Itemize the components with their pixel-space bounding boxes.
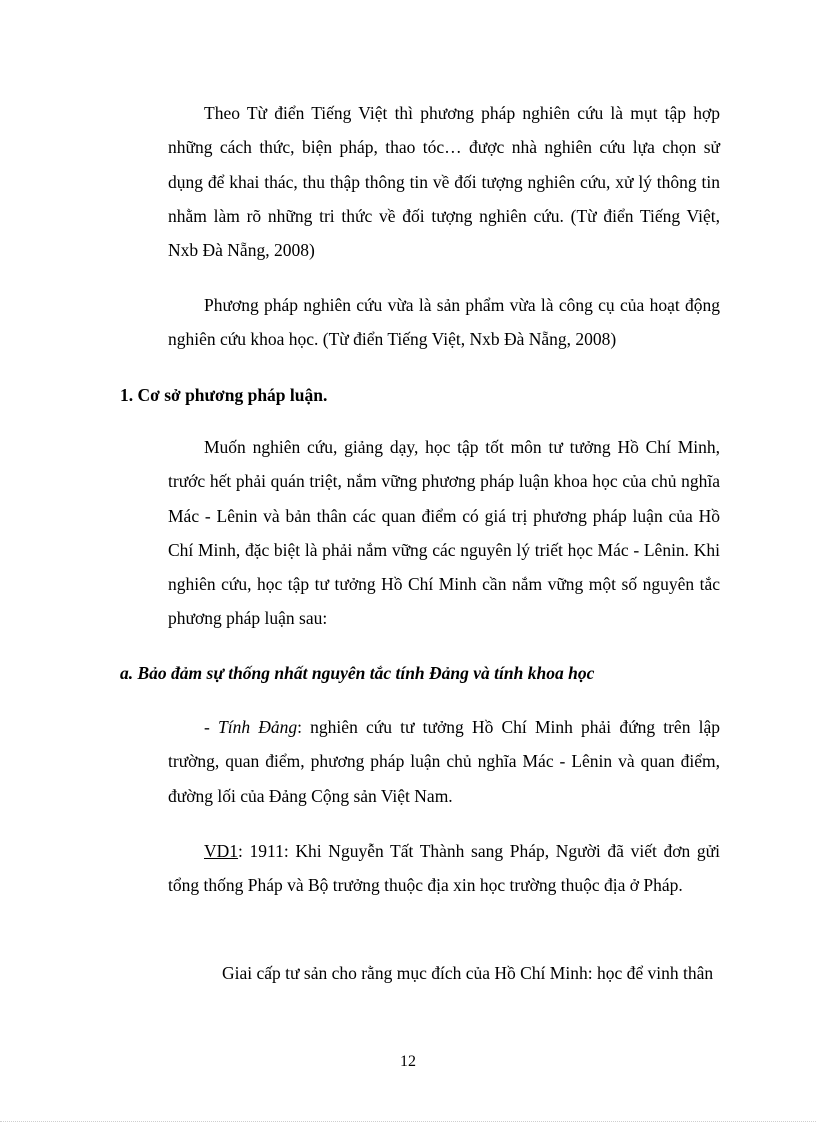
paragraph-bourgeois-view xyxy=(168,956,720,990)
paragraph-party-principle xyxy=(168,710,720,813)
paragraph-methodology: Muốn nghiên cứu, giảng dạy, học tập tốt môn tư tưởng Hồ Chí Minh, trước hết phải quán triệt, nắm vững phương pháp luận khoa học của chủ nghĩa Mác - Lênin và bản thân các quan điểm có giá trị phương pháp luận của Hồ Chí Minh, đặc biệt là phải nắm vững các nguyên lý triết học Mác - Lênin. Khi nghiên cứu, học tập tư tưởng Hồ Chí Minh cần nắm vững một số nguyên tắc phương pháp luận sau: xyxy=(168,437,720,629)
example-label: VD1 xyxy=(204,841,239,861)
term-party-nature: Tính Đảng xyxy=(218,717,298,737)
subsection-heading-party-science: a. Bảo đảm sự thống nhất nguyên tắc tính Đảng và tính khoa học xyxy=(120,663,595,683)
paragraph-definition: Theo Từ điển Tiếng Việt thì phương pháp nghiên cứu là mụt tập hợp những cách thức, biện pháp, thao tóc… được nhà nghiên cứu lựa chọn sử dụng để khai thác, thu thập thông tin về đối tượng nghiên cứu, xử lý thông tin nhằm làm rõ những tri thức về đối tượng nghiên cứu. (Từ điển Tiếng Việt, Nxb Đà Nẵng, 2008) xyxy=(168,103,720,261)
dash-marker: - xyxy=(204,717,218,737)
paragraph-method-role: Phương pháp nghiên cứu vừa là sản phẩm vừa là công cụ của hoạt động nghiên cứu khoa học. (Từ điển Tiếng Việt, Nxb Đà Nẵng, 2008) xyxy=(168,295,720,350)
paragraph-example-1-text: : 1911: Khi Nguyễn Tất Thành sang Pháp, Người đã viết đơn gửi tổng thống Pháp và Bộ trưởng thuộc địa xin học trường thuộc địa ở Pháp. xyxy=(168,841,720,896)
page-number: 12 xyxy=(400,1053,416,1070)
page-bottom-divider xyxy=(0,1121,816,1122)
section-heading-methodology-basis: 1. Cơ sở phương pháp luận. xyxy=(120,385,328,405)
paragraph-example-1 xyxy=(168,834,720,903)
paragraph-party-principle-text: : nghiên cứu tư tưởng Hồ Chí Minh phải đứng trên lập trường, quan điểm, phương pháp luận chủ nghĩa Mác - Lênin và quan điểm, đường lối của Đảng Cộng sản Việt Nam. xyxy=(168,717,720,806)
paragraph-bourgeois-view-text: Giai cấp tư sản cho rằng mục đích của Hồ Chí Minh: học để vinh thân xyxy=(222,963,714,983)
